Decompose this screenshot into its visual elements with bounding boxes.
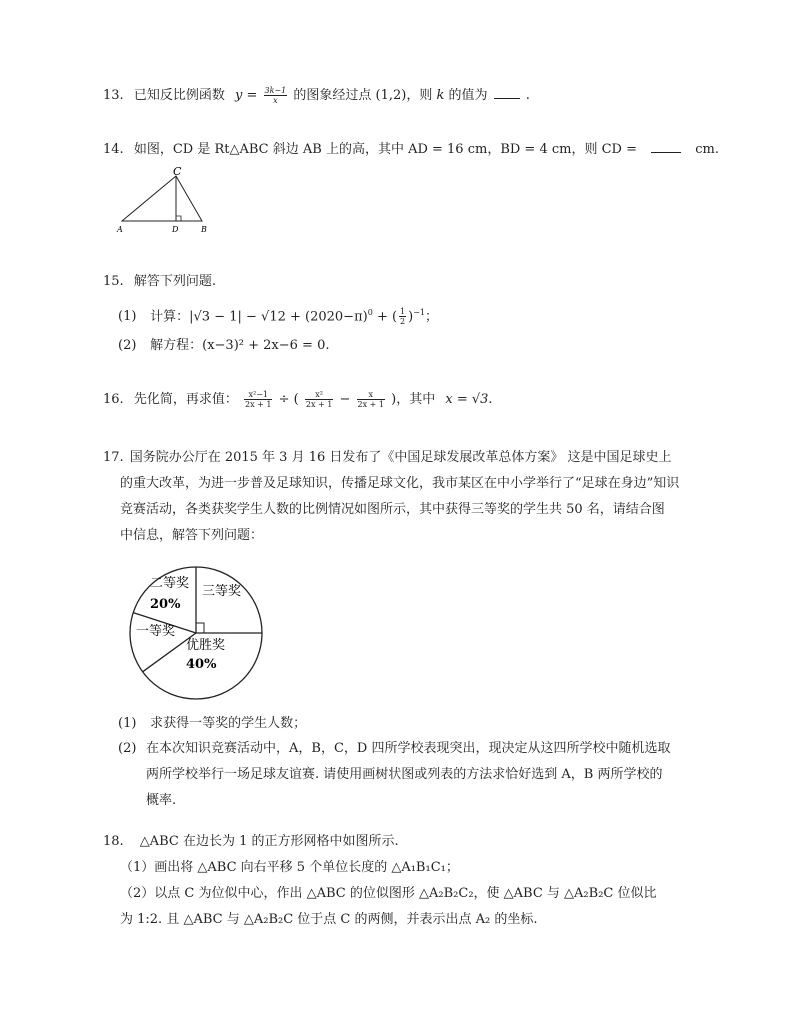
- part-text: ): [408, 309, 414, 325]
- question-line: 的重大改革，为进一步普及足球知识，传播足球文化，我市某区在中小学举行了“足球在身边”知识: [120, 476, 680, 491]
- exponent: 0: [367, 308, 373, 317]
- label-d: D: [172, 225, 179, 234]
- question-number: 18.: [103, 834, 124, 849]
- answer-blank[interactable]: [651, 140, 681, 153]
- question-number: 14.: [103, 142, 124, 157]
- fraction-denominator: 2x + 1: [357, 400, 385, 409]
- question-13: [103, 86, 530, 106]
- right-angle-mark: [176, 216, 181, 221]
- fraction-denominator: x: [273, 96, 278, 105]
- operator: ÷ (: [278, 392, 299, 407]
- part-text: + (: [376, 309, 398, 325]
- question-17-part-1: [118, 714, 306, 734]
- question-text: 的值为: [448, 88, 488, 103]
- answer-blank[interactable]: [494, 86, 520, 99]
- slice-label-yousheng-percent: 40%: [186, 657, 217, 672]
- question-15-part-2: [118, 336, 329, 356]
- fraction-numerator: x²−1: [244, 390, 272, 400]
- exponent: −1: [413, 308, 426, 317]
- part-label: (1): [118, 716, 137, 731]
- part-line: 在本次知识竞赛活动中，A，B，C，D 四所学校表现突出，现决定从这四所学校中随机选取: [146, 741, 671, 756]
- fraction-numerator: 3k−1: [264, 86, 287, 95]
- triangle-abc: [122, 176, 202, 221]
- question-17-part-2: [118, 736, 708, 814]
- fraction-denominator: 2: [400, 317, 406, 327]
- question-number: 15.: [103, 274, 124, 289]
- slice-label-erdeng: 二等奖: [150, 576, 190, 591]
- right-angle-mark: [196, 623, 204, 633]
- question-end: .: [525, 88, 530, 103]
- label-c: C: [173, 166, 182, 178]
- question-number: 13.: [103, 88, 124, 103]
- fraction-numerator: x²: [305, 390, 333, 400]
- operator: −: [339, 392, 351, 407]
- question-line: 中信息，解答下列问题：: [120, 528, 264, 543]
- label-b: B: [201, 225, 207, 234]
- question-text: )，其中: [391, 392, 436, 407]
- part-text: 求获得一等奖的学生人数；: [150, 716, 307, 731]
- slice-label-erdeng-percent: 20%: [150, 597, 181, 612]
- slice-label-yousheng: 优胜奖: [186, 638, 226, 653]
- part-text: 计算：|√3 − 1| − √12 + (2020−π): [150, 309, 368, 325]
- question-17: [103, 445, 703, 549]
- fraction: [399, 307, 406, 326]
- fraction: [305, 390, 333, 409]
- part-label: (2): [118, 338, 137, 353]
- slice-label-sandeng: 三等奖: [202, 584, 242, 599]
- function-lhs: y =: [234, 88, 258, 103]
- fraction-denominator: 2x + 1: [244, 400, 272, 409]
- question-text: 已知反比例函数: [133, 88, 225, 103]
- label-a: A: [117, 225, 123, 234]
- question-text: 解答下列问题.: [133, 274, 216, 289]
- question-line: △ABC 在边长为 1 的正方形网格中如图所示.: [139, 834, 399, 849]
- question-text: x = √3.: [445, 392, 493, 407]
- question-line: （1）画出将 △ABC 向右平移 5 个单位长度的 △A₁B₁C₁；: [120, 860, 459, 875]
- fraction-denominator: 2x + 1: [305, 400, 333, 409]
- part-label: (2): [118, 741, 137, 756]
- question-line: 竞赛活动，各类获奖学生人数的比例情况如图所示，其中获得三等奖的学生共 50 名，请结合图: [120, 502, 665, 517]
- award-pie-chart: [128, 565, 268, 705]
- triangle-figure: [112, 166, 222, 236]
- question-18: [103, 829, 723, 933]
- part-line: 两所学校举行一场足球友谊赛. 请使用画树状图或列表的方法求恰好选到 A，B 两所学校的: [146, 767, 663, 782]
- question-line: 为 1:2. 且 △ABC 与 △A₂B₂C 位于点 C 的两侧，并表示出点 A₂ 的坐标.: [120, 912, 538, 927]
- part-label: (1): [118, 309, 137, 325]
- part-line: 概率.: [146, 793, 177, 808]
- question-line: 国务院办公厅在 2015 年 3 月 16 日发布了《中国足球发展改革总体方案》 这是中国足球史上: [129, 450, 672, 465]
- fraction: [357, 390, 385, 409]
- variable-k: k: [436, 88, 445, 103]
- question-line: （2）以点 C 为位似中心，作出 △ABC 的位似图形 △A₂B₂C₂，使 △ABC 与 △A₂B₂C 位似比: [120, 886, 657, 901]
- fraction-numerator: x: [357, 390, 385, 400]
- fraction: [264, 86, 288, 105]
- question-14: [103, 140, 719, 160]
- question-15-part-1: [118, 303, 438, 327]
- part-text: 解方程：(x−3)² + 2x−6 = 0.: [150, 338, 330, 353]
- unit: cm.: [695, 142, 720, 157]
- question-16: [103, 390, 493, 410]
- fraction: [244, 390, 272, 409]
- fraction-numerator: 1: [400, 307, 406, 317]
- part-text: ；: [425, 309, 439, 325]
- question-15: [103, 272, 216, 292]
- slice-label-yideng: 一等奖: [136, 624, 176, 639]
- question-number: 17.: [103, 450, 124, 465]
- question-text: 的图象经过点 (1,2)，则: [293, 88, 433, 103]
- question-number: 16.: [103, 392, 124, 407]
- question-text: 如图，CD 是 Rt△ABC 斜边 AB 上的高，其中 AD = 16 cm，BD = 4 cm，则 CD =: [133, 142, 637, 157]
- question-text: 先化简，再求值：: [133, 392, 238, 407]
